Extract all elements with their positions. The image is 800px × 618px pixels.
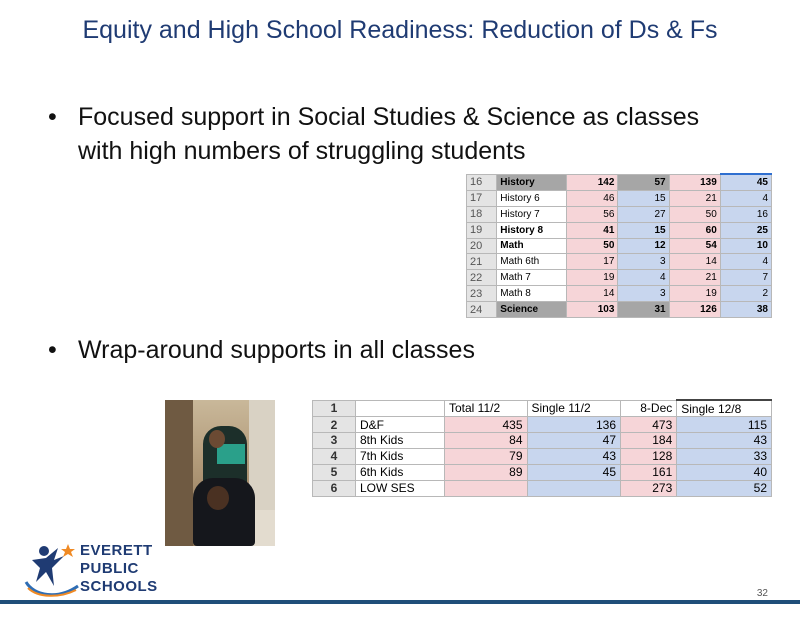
table-row <box>313 433 772 449</box>
table-cell: Math 7 <box>497 270 567 286</box>
table-cell: 27 <box>618 206 669 222</box>
table-cell: 161 <box>621 464 677 480</box>
table-row <box>313 448 772 464</box>
table-row <box>467 222 772 238</box>
table-cell: Math 8 <box>497 286 567 302</box>
table-header-cell <box>356 400 445 417</box>
table-cell: 2 <box>313 417 356 433</box>
table-row <box>467 206 772 222</box>
logo-line-3: SCHOOLS <box>80 578 158 595</box>
table-cell: 41 <box>567 222 618 238</box>
bullet-text-2: Wrap-around supports in all classes <box>78 336 475 364</box>
table-cell: 103 <box>567 302 618 318</box>
table-cell: 60 <box>669 222 720 238</box>
table-cell: 5 <box>313 464 356 480</box>
subject-spreadsheet <box>466 173 772 318</box>
table-cell: 52 <box>677 480 772 496</box>
table-cell: 84 <box>445 433 528 449</box>
table-row <box>313 464 772 480</box>
table-cell: 6 <box>313 480 356 496</box>
table-cell: 4 <box>720 190 771 206</box>
table-cell: LOW SES <box>356 480 445 496</box>
bullet-item-2 <box>48 333 648 369</box>
table-cell: 23 <box>467 286 497 302</box>
table-cell: 19 <box>567 270 618 286</box>
table-row <box>467 174 772 190</box>
table-row <box>467 302 772 318</box>
table-cell: 139 <box>669 174 720 190</box>
logo-line-2: PUBLIC <box>80 560 139 577</box>
table-row <box>467 286 772 302</box>
table-cell: 4 <box>618 270 669 286</box>
df-counts-spreadsheet <box>312 399 772 497</box>
bullet-item-1 <box>48 100 708 170</box>
table-cell: 21 <box>467 254 497 270</box>
bullet-dot-icon: • <box>48 103 57 131</box>
table-cell: 12 <box>618 238 669 254</box>
students-photo <box>165 400 275 546</box>
table-cell: 54 <box>669 238 720 254</box>
table-cell: 8th Kids <box>356 433 445 449</box>
table-cell: 136 <box>527 417 620 433</box>
table-cell: 19 <box>467 222 497 238</box>
table-cell: 115 <box>677 417 772 433</box>
table-cell: 43 <box>677 433 772 449</box>
table-cell: 46 <box>567 190 618 206</box>
table-cell: 15 <box>618 190 669 206</box>
table-cell: 50 <box>669 206 720 222</box>
table-cell: 7 <box>720 270 771 286</box>
table-cell: History 7 <box>497 206 567 222</box>
table-cell: Math <box>497 238 567 254</box>
table-header-cell: Single 12/8 <box>677 400 772 417</box>
table-cell: 184 <box>621 433 677 449</box>
table-cell <box>527 480 620 496</box>
table-cell: 142 <box>567 174 618 190</box>
table-cell: 14 <box>669 254 720 270</box>
table-cell: 126 <box>669 302 720 318</box>
table-cell: D&F <box>356 417 445 433</box>
table-cell: 128 <box>621 448 677 464</box>
table-cell: 50 <box>567 238 618 254</box>
table-row <box>467 190 772 206</box>
table-row <box>467 254 772 270</box>
table-cell: 33 <box>677 448 772 464</box>
table-header-cell: Total 11/2 <box>445 400 528 417</box>
table-cell: Science <box>497 302 567 318</box>
table-cell: 57 <box>618 174 669 190</box>
logo-line-1: EVERETT <box>80 542 153 559</box>
table-row <box>467 270 772 286</box>
table-cell: 21 <box>669 270 720 286</box>
table-cell: 45 <box>527 464 620 480</box>
table-cell: 24 <box>467 302 497 318</box>
table-row <box>313 480 772 496</box>
table-row <box>467 238 772 254</box>
table-cell: 3 <box>618 286 669 302</box>
table-cell: 14 <box>567 286 618 302</box>
table-cell: 4 <box>720 254 771 270</box>
footer-rule <box>0 600 800 604</box>
table-cell: History 8 <box>497 222 567 238</box>
table-header-cell: 8-Dec <box>621 400 677 417</box>
table-cell: 56 <box>567 206 618 222</box>
table-cell: 47 <box>527 433 620 449</box>
table-cell: 2 <box>720 286 771 302</box>
table-cell: 17 <box>467 190 497 206</box>
table-cell: 7th Kids <box>356 448 445 464</box>
table-cell: 273 <box>621 480 677 496</box>
table-cell: 89 <box>445 464 528 480</box>
table-cell: 6th Kids <box>356 464 445 480</box>
table-cell: 20 <box>467 238 497 254</box>
bullet-text-1: Focused support in Social Studies & Science as classes with high numbers of struggling students <box>78 103 700 165</box>
logo-figure-icon <box>24 542 80 600</box>
table-header-row <box>313 400 772 417</box>
table-cell: 15 <box>618 222 669 238</box>
table-cell: 40 <box>677 464 772 480</box>
table-row <box>313 417 772 433</box>
everett-public-schools-logo <box>24 542 174 600</box>
table-header-cell: Single 11/2 <box>527 400 620 417</box>
table-cell: Math 6th <box>497 254 567 270</box>
table-cell: 21 <box>669 190 720 206</box>
table-cell: 16 <box>720 206 771 222</box>
table-cell: 473 <box>621 417 677 433</box>
table-cell: 22 <box>467 270 497 286</box>
table-cell: 4 <box>313 448 356 464</box>
table-cell: 18 <box>467 206 497 222</box>
table-cell: 435 <box>445 417 528 433</box>
table-cell: History <box>497 174 567 190</box>
table-cell: 3 <box>618 254 669 270</box>
table-cell: 10 <box>720 238 771 254</box>
page-number: 32 <box>756 588 768 599</box>
slide-title: Equity and High School Readiness: Reduction of Ds & Fs <box>82 16 718 44</box>
table-cell: 38 <box>720 302 771 318</box>
table-cell: History 6 <box>497 190 567 206</box>
table-cell: 25 <box>720 222 771 238</box>
table-cell <box>445 480 528 496</box>
bullet-dot-icon: • <box>48 336 57 364</box>
table-header-cell: 1 <box>313 400 356 417</box>
table-cell: 19 <box>669 286 720 302</box>
table-cell: 79 <box>445 448 528 464</box>
table-cell: 17 <box>567 254 618 270</box>
table-cell: 16 <box>467 174 497 190</box>
table-cell: 45 <box>720 174 771 190</box>
table-cell: 43 <box>527 448 620 464</box>
table-cell: 3 <box>313 433 356 449</box>
table-cell: 31 <box>618 302 669 318</box>
